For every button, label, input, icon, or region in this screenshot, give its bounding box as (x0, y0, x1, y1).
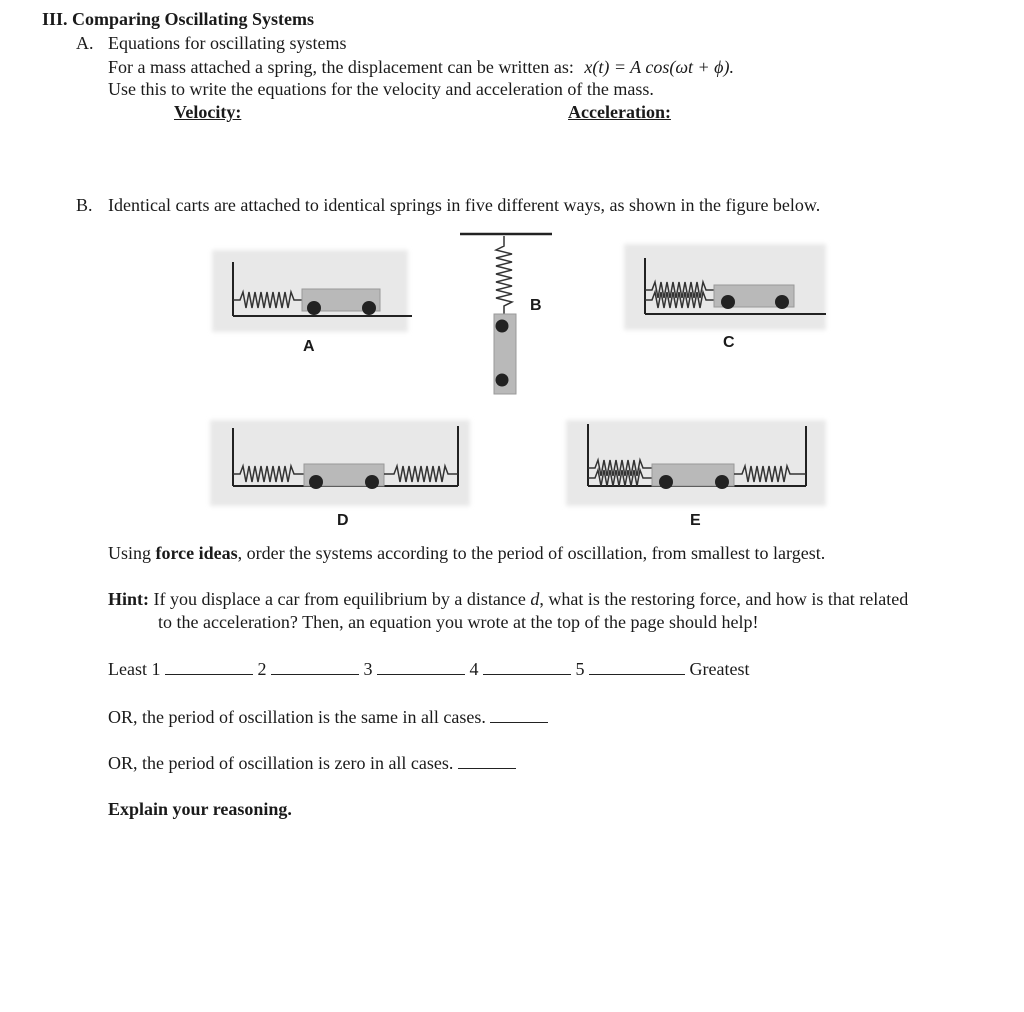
part-a-marker: A. (76, 33, 94, 53)
explain-reasoning: Explain your reasoning. (108, 799, 292, 819)
rank-greatest-label: Greatest (689, 659, 750, 679)
rank-blank-5[interactable] (589, 658, 685, 675)
system-e-diagram (566, 420, 826, 506)
question-prefix: Using (108, 543, 156, 563)
instruction-line: Use this to write the equations for the velocity and acceleration of the mass. (108, 79, 654, 99)
option-same-blank[interactable] (490, 706, 548, 723)
part-b-marker: B. (76, 195, 93, 215)
hint-text-1: If you displace a car from equilibrium by a distance (153, 589, 526, 609)
ordering-question (108, 542, 825, 564)
hint-label: Hint: (108, 589, 150, 609)
label-e: E (690, 512, 701, 529)
velocity-label: Velocity: (174, 102, 242, 122)
rank-blank-4[interactable] (483, 658, 571, 675)
hint-variable: d (530, 589, 540, 609)
option-zero-blank[interactable] (458, 752, 516, 769)
rank-blank-2[interactable] (271, 658, 359, 675)
question-suffix: , order the systems according to the period of oscillation, from smallest to largest. (237, 543, 826, 563)
rank-4-label: 4 (469, 659, 479, 679)
displacement-line (108, 56, 734, 78)
system-c-diagram (624, 244, 826, 330)
system-a-diagram (212, 250, 412, 332)
hint-line-2: to the acceleration? Then, an equation you wrote at the top of the page should help! (158, 612, 759, 632)
label-a: A (303, 338, 315, 355)
question-bold: force ideas (155, 543, 238, 563)
rank-blank-1[interactable] (165, 658, 253, 675)
label-c: C (723, 334, 735, 351)
label-b: B (530, 297, 542, 314)
displacement-equation: x(t) = A cos(ωt + ϕ). (584, 57, 734, 77)
rank-5-label: 5 (575, 659, 585, 679)
hint-text-1-rest: , what is the restoring force, and how is that related (539, 589, 909, 609)
rank-3-label: 3 (363, 659, 373, 679)
option-same-text: OR, the period of oscillation is the same in all cases. (108, 707, 486, 727)
acceleration-label: Acceleration: (568, 102, 671, 122)
rank-blank-3[interactable] (377, 658, 465, 675)
system-d-diagram (210, 420, 470, 506)
option-zero-row (108, 752, 516, 774)
part-b-intro: Identical carts are attached to identical springs in five different ways, as shown in the figure below. (108, 195, 821, 215)
rank-2-label: 2 (257, 659, 267, 679)
section-title: III. Comparing Oscillating Systems (42, 9, 315, 29)
hint-line-1 (108, 588, 908, 610)
rank-least-label: Least 1 (108, 659, 161, 679)
displacement-text: For a mass attached a spring, the displacement can be written as: (108, 57, 574, 77)
option-zero-text: OR, the period of oscillation is zero in all cases. (108, 753, 454, 773)
label-d: D (337, 512, 349, 529)
option-same-row (108, 706, 548, 728)
ranking-row (108, 658, 749, 680)
part-a-heading: Equations for oscillating systems (108, 33, 347, 53)
